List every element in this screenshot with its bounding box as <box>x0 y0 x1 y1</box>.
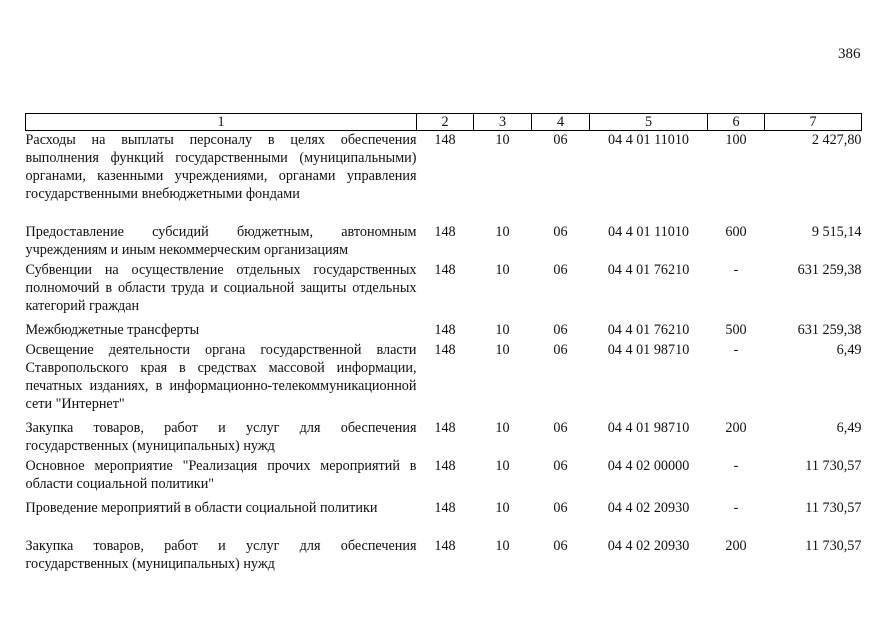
header-col-7: 7 <box>765 114 862 131</box>
row-code-ministry: 148 <box>434 322 456 338</box>
row-amount: 9 515,14 <box>811 224 862 240</box>
row-code-target: 04 4 01 11010 <box>607 132 690 148</box>
row-code-subsection: 06 <box>553 500 568 516</box>
header-col-1: 1 <box>26 114 417 131</box>
row-amount: 6,49 <box>836 420 862 436</box>
row-code-ministry: 148 <box>434 224 456 240</box>
row-code-section: 10 <box>495 224 510 240</box>
header-col-3: 3 <box>474 114 532 131</box>
row-code-subsection: 06 <box>553 420 568 436</box>
row-code-section: 10 <box>495 132 510 148</box>
page-number: 386 <box>838 46 861 62</box>
budget-table <box>25 113 862 575</box>
row-code-target: 04 4 01 76210 <box>607 262 690 278</box>
row-code-ministry: 148 <box>434 458 456 474</box>
row-code-target: 04 4 01 76210 <box>607 322 690 338</box>
row-amount: 11 730,57 <box>805 500 862 516</box>
table-row <box>26 457 862 495</box>
row-amount: 631 259,38 <box>797 262 862 278</box>
row-code-section: 10 <box>495 458 510 474</box>
row-code-section: 10 <box>495 262 510 278</box>
row-code-target: 04 4 02 00000 <box>607 458 690 474</box>
row-code-subsection: 06 <box>553 342 568 358</box>
table-row <box>26 317 862 341</box>
row-code-subsection: 06 <box>553 538 568 554</box>
table-row <box>26 415 862 457</box>
table-row <box>26 495 862 519</box>
row-code-expense-type: 200 <box>725 538 747 554</box>
row-code-expense-type: 500 <box>725 322 747 338</box>
row-code-section: 10 <box>495 420 510 436</box>
row-code-ministry: 148 <box>434 262 456 278</box>
row-code-expense-type: - <box>733 458 739 474</box>
row-code-section: 10 <box>495 322 510 338</box>
row-code-ministry: 148 <box>434 132 456 148</box>
row-code-target: 04 4 01 98710 <box>607 420 690 436</box>
table-row <box>26 341 862 415</box>
row-code-expense-type: - <box>733 500 739 516</box>
header-row <box>26 114 862 131</box>
row-description: Закупка товаров, работ и услуг для обеспечения государственных (муниципальных) нужд <box>25 420 417 454</box>
row-code-target: 04 4 02 20930 <box>607 500 690 516</box>
row-code-ministry: 148 <box>434 420 456 436</box>
row-amount: 11 730,57 <box>805 538 862 554</box>
header-col-2: 2 <box>417 114 474 131</box>
row-code-target: 04 4 01 98710 <box>607 342 690 358</box>
row-amount: 631 259,38 <box>797 322 862 338</box>
row-code-expense-type: - <box>733 342 739 358</box>
row-code-expense-type: 600 <box>725 224 747 240</box>
row-amount: 11 730,57 <box>805 458 862 474</box>
row-code-ministry: 148 <box>434 538 456 554</box>
row-description: Освещение деятельности органа государственной власти Ставропольского края в средствах массовой информации, печатных изданиях, в информационно-телекоммуникационной сети "Интернет" <box>25 342 417 412</box>
row-code-target: 04 4 01 11010 <box>607 224 690 240</box>
row-description: Предоставление субсидий бюджетным, автономным учреждениям и иным некоммерческим организациям <box>25 224 417 258</box>
table-row <box>26 261 862 317</box>
row-code-section: 10 <box>495 538 510 554</box>
row-code-subsection: 06 <box>553 262 568 278</box>
row-description: Закупка товаров, работ и услуг для обеспечения государственных (муниципальных) нужд <box>25 538 417 572</box>
row-code-target: 04 4 02 20930 <box>607 538 690 554</box>
row-code-section: 10 <box>495 500 510 516</box>
header-col-6: 6 <box>708 114 765 131</box>
row-code-expense-type: - <box>733 262 739 278</box>
header-col-5: 5 <box>590 114 708 131</box>
row-description: Основное мероприятие "Реализация прочих мероприятий в области социальной политики" <box>25 458 417 492</box>
row-code-subsection: 06 <box>553 458 568 474</box>
row-code-expense-type: 100 <box>725 132 747 148</box>
row-description: Проведение мероприятий в области социальной политики <box>25 500 378 516</box>
row-amount: 6,49 <box>836 342 862 358</box>
table-row <box>26 131 862 206</box>
row-code-subsection: 06 <box>553 132 568 148</box>
row-code-subsection: 06 <box>553 224 568 240</box>
row-code-ministry: 148 <box>434 342 456 358</box>
row-description: Межбюджетные трансферты <box>25 322 200 338</box>
header-col-4: 4 <box>532 114 590 131</box>
row-code-section: 10 <box>495 342 510 358</box>
row-amount: 2 427,80 <box>811 132 862 148</box>
row-description: Субвенции на осуществление отдельных государственных полномочий в области труда и социальной защиты отдельных категорий граждан <box>25 262 417 314</box>
row-code-subsection: 06 <box>553 322 568 338</box>
row-code-ministry: 148 <box>434 500 456 516</box>
row-code-expense-type: 200 <box>725 420 747 436</box>
table-row <box>26 205 862 261</box>
row-description: Расходы на выплаты персоналу в целях обеспечения выполнения функций государственными (муниципальными) органами, казенными учреждениями, органами управления государственными внебюджетными фондами <box>25 132 417 202</box>
table-row <box>26 519 862 575</box>
